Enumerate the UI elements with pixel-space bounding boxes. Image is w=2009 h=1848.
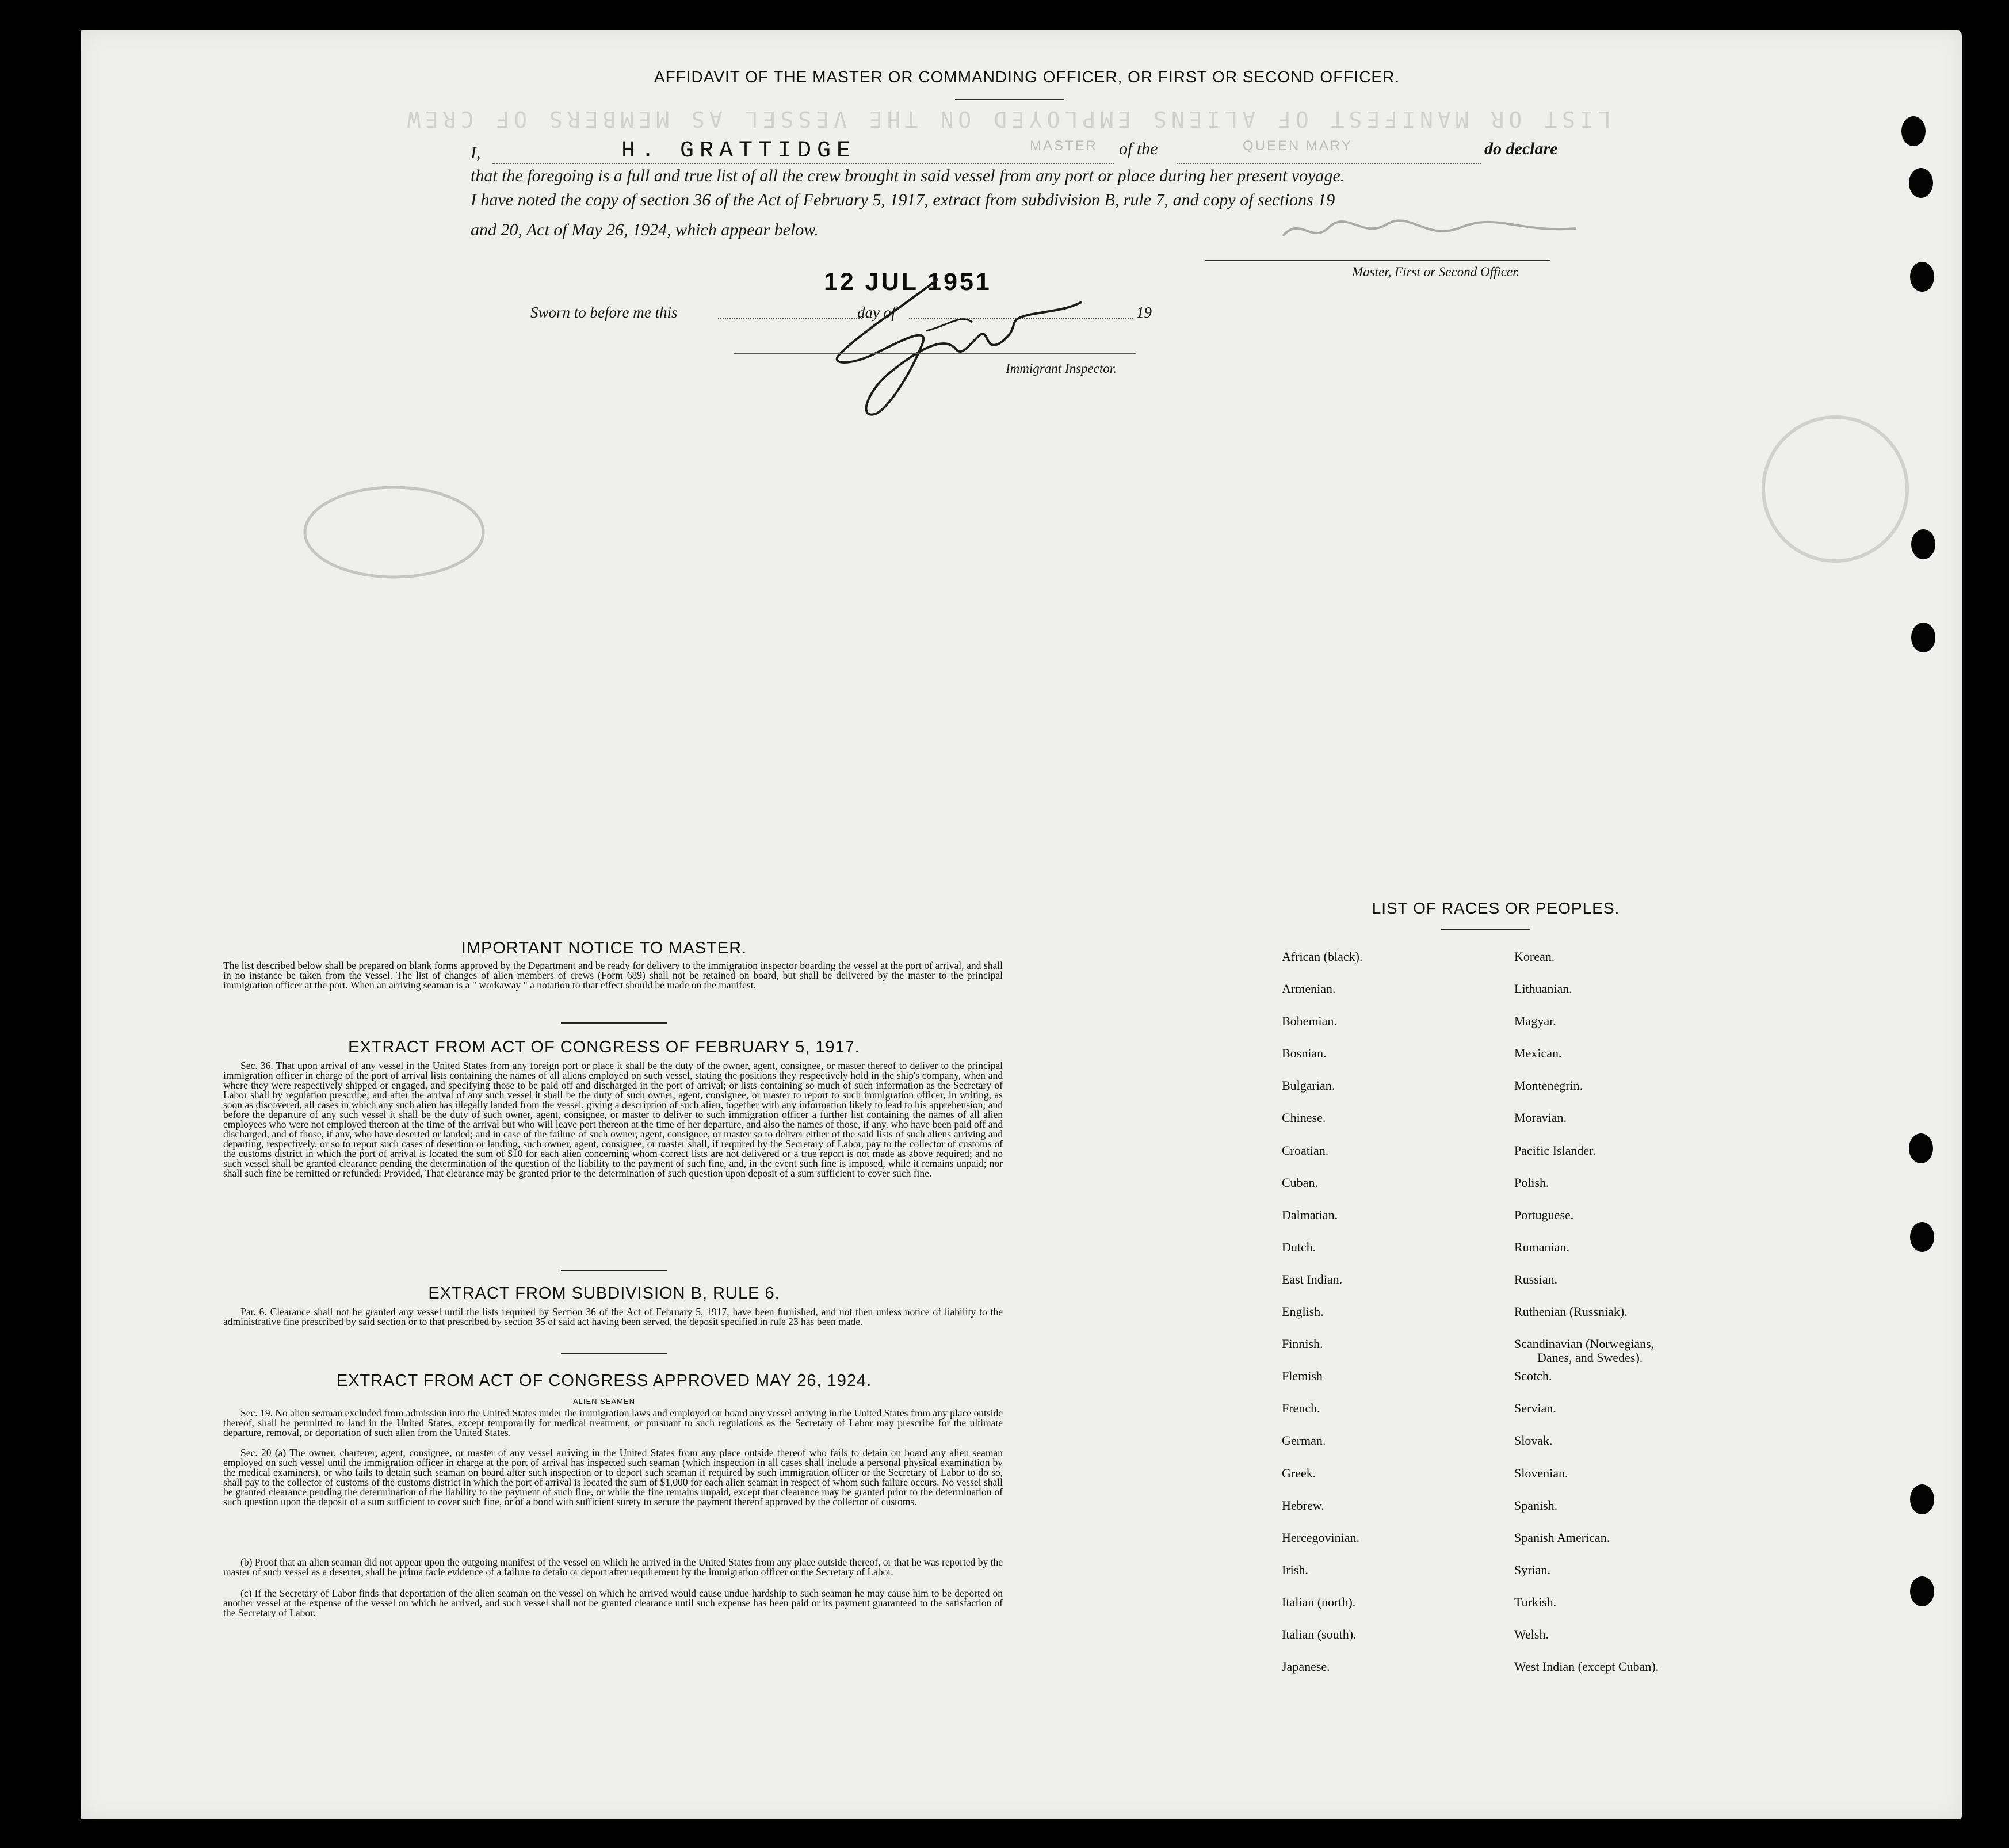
races-left-column — [1282, 949, 1362, 1692]
race-item: Croatian. — [1282, 1143, 1329, 1158]
sworn-label: Sworn to before me this — [530, 304, 678, 321]
race-item: Japanese. — [1282, 1659, 1330, 1674]
races-title: LIST OF RACES OR PEOPLES. — [1372, 899, 1620, 917]
sec20b-text: (b) Proof that an alien seaman did not appear upon the outgoing manifest of the vessel on which he arrived in the United States from any place outside thereof, or that he was reported by the master of such vessel as a deserter, shall be prima facie evidence of a failure to detain or deport after requirement by the immigration officer or the Secretary of Labor. — [223, 1556, 1003, 1578]
sec20c-text: (c) If the Secretary of Labor finds that deportation of the alien seaman on the vessel on which he arrived would cause undue hardship to such seaman he may cause him to be deported on another vessel at the expense of the vessel on which he arrived, and such vessel shall not be granted clearance until such expense has been paid or its payment guaranteed to the satisfaction of the Secretary of Labor. — [223, 1587, 1003, 1618]
binder-hole — [1910, 262, 1934, 292]
race-item: Irish. — [1282, 1562, 1308, 1577]
race-item: Bohemian. — [1282, 1014, 1337, 1029]
race-item: Armenian. — [1282, 982, 1336, 996]
sec19-text: Sec. 19. No alien seaman excluded from admission into the United States under the immigration laws and employed on board any vessel arriving in the United States from any place outside thereof, shall be permitted to land in the United States, except temporarily for medical treatment, or pursuant to such regulations as the Secretary of Labor may prescribe for the ultimate departure, removal, or deportation of such alien from the United States. — [223, 1407, 1003, 1438]
binder-hole — [1901, 116, 1926, 146]
bleed-through-heading: LIST OR MANIFEST OF ALIENS EMPLOYED ON THE VESSEL AS MEMBERS OF CREW — [403, 106, 1611, 132]
race-item: Mexican. — [1514, 1046, 1562, 1061]
vessel-name: QUEEN MARY — [1243, 138, 1353, 154]
race-item: Hebrew. — [1282, 1498, 1324, 1513]
year-prefix: 19 — [1136, 304, 1152, 321]
race-item: Pacific Islander. — [1514, 1143, 1596, 1158]
race-item: French. — [1282, 1401, 1320, 1416]
inspector-signature-line — [734, 353, 1136, 354]
race-item: Rumanian. — [1514, 1239, 1569, 1254]
race-item: Magyar. — [1514, 1014, 1556, 1029]
faint-stamp-right — [1755, 403, 1916, 575]
races-right-column — [1514, 949, 1659, 1692]
race-item: Slovenian. — [1514, 1465, 1568, 1480]
race-item: Hercegovinian. — [1282, 1530, 1359, 1545]
affidavit-body-3: and 20, Act of May 26, 1924, which appear below. — [471, 220, 819, 239]
race-item: Scandinavian (Norwegians, — [1514, 1337, 1655, 1351]
date-stamp: 12 JUL 1951 — [824, 268, 992, 296]
extract-1924-title: EXTRACT FROM ACT OF CONGRESS APPROVED MAY 26, 1924. — [336, 1372, 872, 1390]
binder-hole — [1911, 623, 1935, 652]
race-item-scandinavian — [1514, 1337, 1659, 1369]
day-of-label: day of — [857, 304, 896, 321]
race-item-continuation: Danes, and Swedes). — [1537, 1350, 1643, 1365]
divider-3 — [561, 1353, 667, 1354]
notice-text: The list described below shall be prepared on blank forms approved by the Department and be ready for delivery to the immigration inspector boarding the vessel at the port of arrival, and shall in no instance be taken from the vessel. The list of changes of alien members of crews (Form 689) shall not be retained on board, but shall be delivered by the master to the principal immigration officer at the port. When an arriving seaman is a " workaway " a notation to that effect should be made on the manifest. — [223, 960, 1003, 991]
title-underline — [955, 99, 1064, 100]
affidavit-body-1: that the foregoing is a full and true list of all the crew brought in said vessel from any port or place during her present voyage. — [471, 166, 1345, 185]
binder-hole — [1910, 1222, 1934, 1252]
race-item: Spanish American. — [1514, 1530, 1610, 1545]
race-item: Spanish. — [1514, 1498, 1558, 1513]
binder-hole — [1911, 529, 1935, 559]
master-signature — [1277, 210, 1588, 250]
race-item: Finnish. — [1282, 1337, 1323, 1351]
i-label: I, — [471, 143, 481, 162]
race-item: English. — [1282, 1304, 1324, 1319]
do-declare-label: do declare — [1484, 139, 1558, 158]
races-title-underline — [1441, 929, 1530, 930]
divider-1 — [561, 1022, 667, 1024]
race-item: Moravian. — [1514, 1110, 1567, 1125]
race-item: West Indian (except Cuban). — [1514, 1659, 1659, 1674]
faint-stamp-left — [299, 483, 489, 581]
race-item: Ruthenian (Russniak). — [1514, 1304, 1628, 1319]
binder-hole — [1910, 1576, 1934, 1606]
race-item: Italian (south). — [1282, 1626, 1357, 1641]
extract-1917-title: EXTRACT FROM ACT OF CONGRESS OF FEBRUARY 5, 1917. — [348, 1038, 860, 1056]
master-name: H. GRATTIDGE — [621, 138, 857, 164]
race-item: Bulgarian. — [1282, 1078, 1335, 1093]
race-item: Korean. — [1514, 949, 1555, 964]
race-item: Servian. — [1514, 1401, 1556, 1416]
race-item: East Indian. — [1282, 1272, 1343, 1286]
race-item: Scotch. — [1514, 1369, 1552, 1384]
extract-1917-text: Sec. 36. That upon arrival of any vessel in the United States from any foreign port or place it shall be the duty of the owner, agent, consignee, or master thereof to deliver to the principal immigration officer in charge of the port of arrival lists containing the names of all aliens employed on such vessel, stating the positions they respectively hold in the ship's company, when and where they were respectively shipped or engaged, and specifying those to be paid off and discharged in the port of arrival; or lists containing so much of such information as the Secretary of Labor shall by regulation prescribe; and after the arrival of any such vessel it shall be the duty of such owner, agent, consignee, or master to report to such immigration officer, in writing, as soon as discovered, all cases in which any such alien has illegally landed from the vessel, giving a description of such alien, together with any information likely to lead to his apprehension; and before the departure of any such vessel it shall be the duty of such owner, agent, consignee, or master to deliver to such immigration officer a further list containing the names of all alien employees who were not employed thereon at the time of the arrival but who will leave port thereon at the time of her departure, and also the names of those, if any, who have been paid off and discharged, and of those, if any, who have deserted or landed; and in case of the failure of such owner, agent, consignee, or master so to deliver either of the said lists of such aliens arriving and departing, respectively, or so to report such cases of desertion or landing, such owner, agent, consignee, or master shall, if required by the Secretary of Labor, pay to the collector of customs of the customs district in which the port of arrival is located the sum of $10 for each alien concerning whom correct lists are not delivered or a true report is not made as above required; and no such vessel shall be granted clearance pending the determination of the question of the liability to the payment of such fine, and, in the event such fine is imposed, while it remains unpaid; nor shall such fine be remitted or refunded: Provided, That clearance may be granted prior to the determination of such question upon deposit of a sum sufficient to cover such fine. — [223, 1060, 1003, 1179]
race-item: Italian (north). — [1282, 1594, 1356, 1609]
race-item: Lithuanian. — [1514, 982, 1572, 996]
master-signature-line — [1205, 260, 1550, 261]
master-role-faint: MASTER — [1030, 138, 1098, 154]
affidavit-body-2: I have noted the copy of section 36 of the Act of February 5, 1917, extract from subdivision B, rule 7, and copy of sections 19 — [471, 190, 1335, 209]
race-item: Russian. — [1514, 1272, 1558, 1286]
race-item: Cuban. — [1282, 1175, 1318, 1190]
race-item: Slovak. — [1514, 1433, 1553, 1448]
subdiv-b-text: Par. 6. Clearance shall not be granted any vessel until the lists required by Section 36 of the Act of February 5, 1917, have been furnished, and not then unless notice of liability to the administrative fine prescribed by said section or to that prescribed by section 35 of said act having been served, the deposit specified in rule 23 has been made. — [223, 1306, 1003, 1327]
race-item: Dalmatian. — [1282, 1207, 1338, 1222]
race-item: Greek. — [1282, 1465, 1316, 1480]
notice-title: IMPORTANT NOTICE TO MASTER. — [461, 939, 747, 957]
race-item: Portuguese. — [1514, 1207, 1574, 1222]
race-item: Dutch. — [1282, 1239, 1316, 1254]
race-item: Welsh. — [1514, 1626, 1549, 1641]
race-item: Turkish. — [1514, 1594, 1557, 1609]
alien-seamen-subtitle: ALIEN SEAMEN — [572, 1397, 636, 1406]
subdiv-b-title: EXTRACT FROM SUBDIVISION B, RULE 6. — [428, 1284, 780, 1303]
divider-2 — [561, 1270, 667, 1271]
race-item: Chinese. — [1282, 1110, 1326, 1125]
inspector-signature — [794, 268, 1093, 423]
race-item: German. — [1282, 1433, 1326, 1448]
of-the-label: of the — [1119, 139, 1158, 158]
race-item: Polish. — [1514, 1175, 1549, 1190]
binder-hole — [1909, 168, 1933, 198]
race-item: African (black). — [1282, 949, 1363, 964]
race-item: Flemish — [1282, 1369, 1323, 1384]
affidavit-title: AFFIDAVIT OF THE MASTER OR COMMANDING OFFICER, OR FIRST OR SECOND OFFICER. — [654, 68, 1400, 86]
sec20a-text: Sec. 20 (a) The owner, charterer, agent, consignee, or master of any vessel arriving in the United States from any place outside thereof who fails to detain on board any alien seaman employed on such vessel until the immigration officer in charge at the port of arrival has inspected such seaman (which inspection in all cases shall include a personal physical examination by the medical examiners), or who fails to detain such seaman on board after such inspection or to deport such seaman if required by such immigration officer or the Secretary of Labor to do so, shall pay to the collector of customs of the customs district in which the port of arrival is located the sum of $1,000 for each alien seaman in respect of whom such failure occurs. No vessel shall be granted clearance pending the determination of the liability to the payment of such fine, or while the fine remains unpaid, except that clearance may be granted prior to the determination of such question upon the deposit of a sum sufficient to cover such fine, or of a bond with sufficient surety to secure the payment thereof approved by the collector of customs. — [223, 1447, 1003, 1507]
race-item: Syrian. — [1514, 1562, 1550, 1577]
inspector-caption: Immigrant Inspector. — [1006, 361, 1117, 376]
race-item: Bosnian. — [1282, 1046, 1327, 1061]
master-caption: Master, First or Second Officer. — [1352, 265, 1520, 279]
race-item: Montenegrin. — [1514, 1078, 1583, 1093]
binder-hole — [1909, 1133, 1933, 1163]
binder-hole — [1910, 1484, 1934, 1514]
